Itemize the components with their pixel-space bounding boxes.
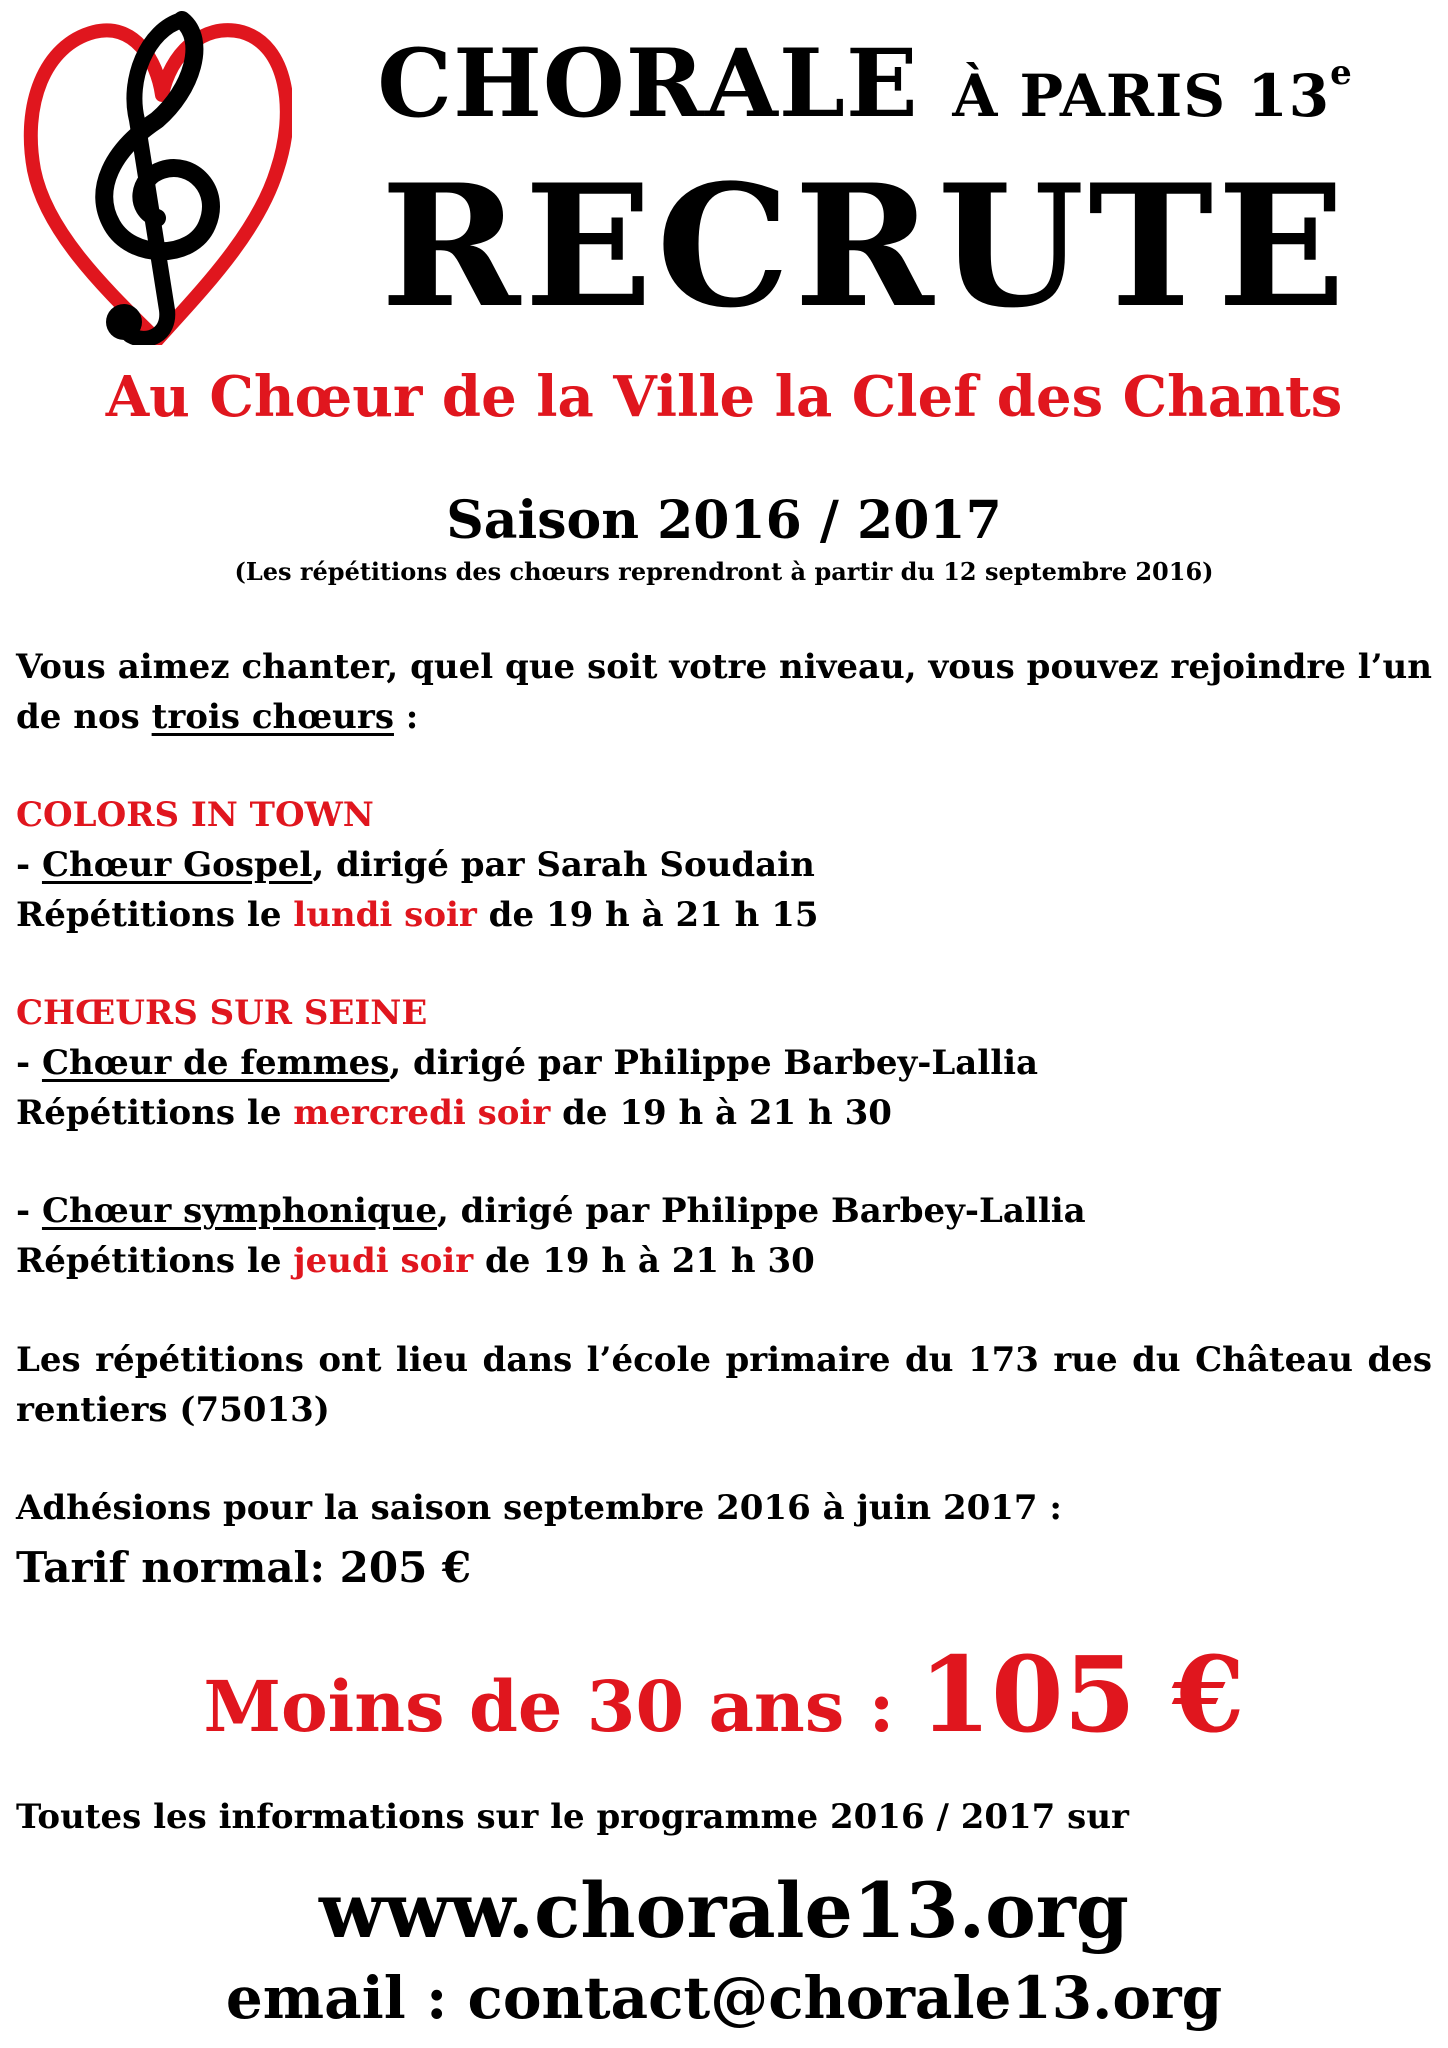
- intro-text: Vous aimez chanter, quel que soit votre niveau, vous pouvez rejoindre l’un de nos: [16, 647, 1432, 737]
- rehearsal-time: de 19 h à 21 h 15: [476, 895, 819, 935]
- treble-clef-heart-icon: [22, 10, 292, 345]
- choir-prefix: -: [16, 1043, 42, 1083]
- season-note: (Les répétitions des chœurs reprendront à partir du 12 septembre 2016): [234, 557, 1214, 586]
- rehearsal-day: mercredi soir: [293, 1093, 551, 1133]
- rehearsal-prefix: Répétitions le: [16, 895, 294, 935]
- choir-prefix: -: [16, 845, 42, 885]
- choir-line: [16, 1038, 1432, 1088]
- season-title: Saison 2016 / 2017: [446, 490, 1002, 551]
- choir-line: [16, 1186, 1432, 1236]
- email-contact[interactable]: email : contact@chorale13.org: [225, 1964, 1223, 2032]
- choir-name: Chœur de femmes: [41, 1043, 390, 1083]
- intro-paragraph: [16, 642, 1432, 742]
- rehearsal-line: [16, 1088, 1432, 1138]
- rehearsal-line: [16, 1236, 1432, 1286]
- choir-prefix: -: [16, 1191, 42, 1231]
- title-a-paris: [952, 53, 1353, 130]
- promo-line: [0, 1633, 1448, 1762]
- title-a-paris-text: À PARIS 13: [952, 62, 1331, 130]
- title-recrute: RECRUTE: [380, 147, 1350, 345]
- choir-director: , dirigé par Philippe Barbey-Lallia: [389, 1043, 1039, 1083]
- promo-price: 105 €: [918, 1633, 1245, 1756]
- footer-info: Toutes les informations sur le programme 2016 / 2017 sur: [16, 1797, 1129, 1837]
- title-chorale: CHORALE: [377, 29, 919, 139]
- choir-director: , dirigé par Philippe Barbey-Lallia: [436, 1191, 1086, 1231]
- intro-underlined: trois chœurs: [151, 697, 394, 737]
- title-chorale-line: [300, 18, 1430, 151]
- choir-name: Chœur symphonique: [41, 1191, 437, 1231]
- choir-block: [16, 988, 1432, 1138]
- rehearsal-prefix: Répétitions le: [16, 1241, 294, 1281]
- website-link[interactable]: www.chorale13.org: [319, 1866, 1129, 1955]
- membership-normal-price: Tarif normal: 205 €: [16, 1543, 472, 1592]
- choir-director: , dirigé par Sarah Soudain: [312, 845, 815, 885]
- choir-group: CHŒURS SUR SEINE: [16, 993, 428, 1033]
- choir-block: [16, 790, 1432, 940]
- choir-block: [16, 1186, 1432, 1286]
- location-paragraph: Les répétitions ont lieu dans l’école primaire du 173 rue du Château des rentiers (75013): [16, 1340, 1432, 1430]
- subtitle: Au Chœur de la Ville la Clef des Chants: [105, 364, 1343, 430]
- rehearsal-line: [16, 890, 1432, 940]
- rehearsal-day: lundi soir: [293, 895, 477, 935]
- rehearsal-time: de 19 h à 21 h 30: [473, 1241, 815, 1281]
- choir-name: Chœur Gospel: [41, 845, 313, 885]
- choir-line: [16, 840, 1432, 890]
- rehearsal-day: jeudi soir: [293, 1241, 474, 1281]
- title-ordinal: e: [1330, 53, 1353, 93]
- choir-group: COLORS IN TOWN: [16, 795, 374, 835]
- intro-end: :: [393, 697, 419, 737]
- headline: [300, 18, 1430, 345]
- rehearsal-time: de 19 h à 21 h 30: [550, 1093, 892, 1133]
- rehearsal-prefix: Répétitions le: [16, 1093, 294, 1133]
- membership-heading: Adhésions pour la saison septembre 2016 à juin 2017 :: [16, 1488, 1062, 1528]
- promo-label: Moins de 30 ans :: [203, 1665, 919, 1748]
